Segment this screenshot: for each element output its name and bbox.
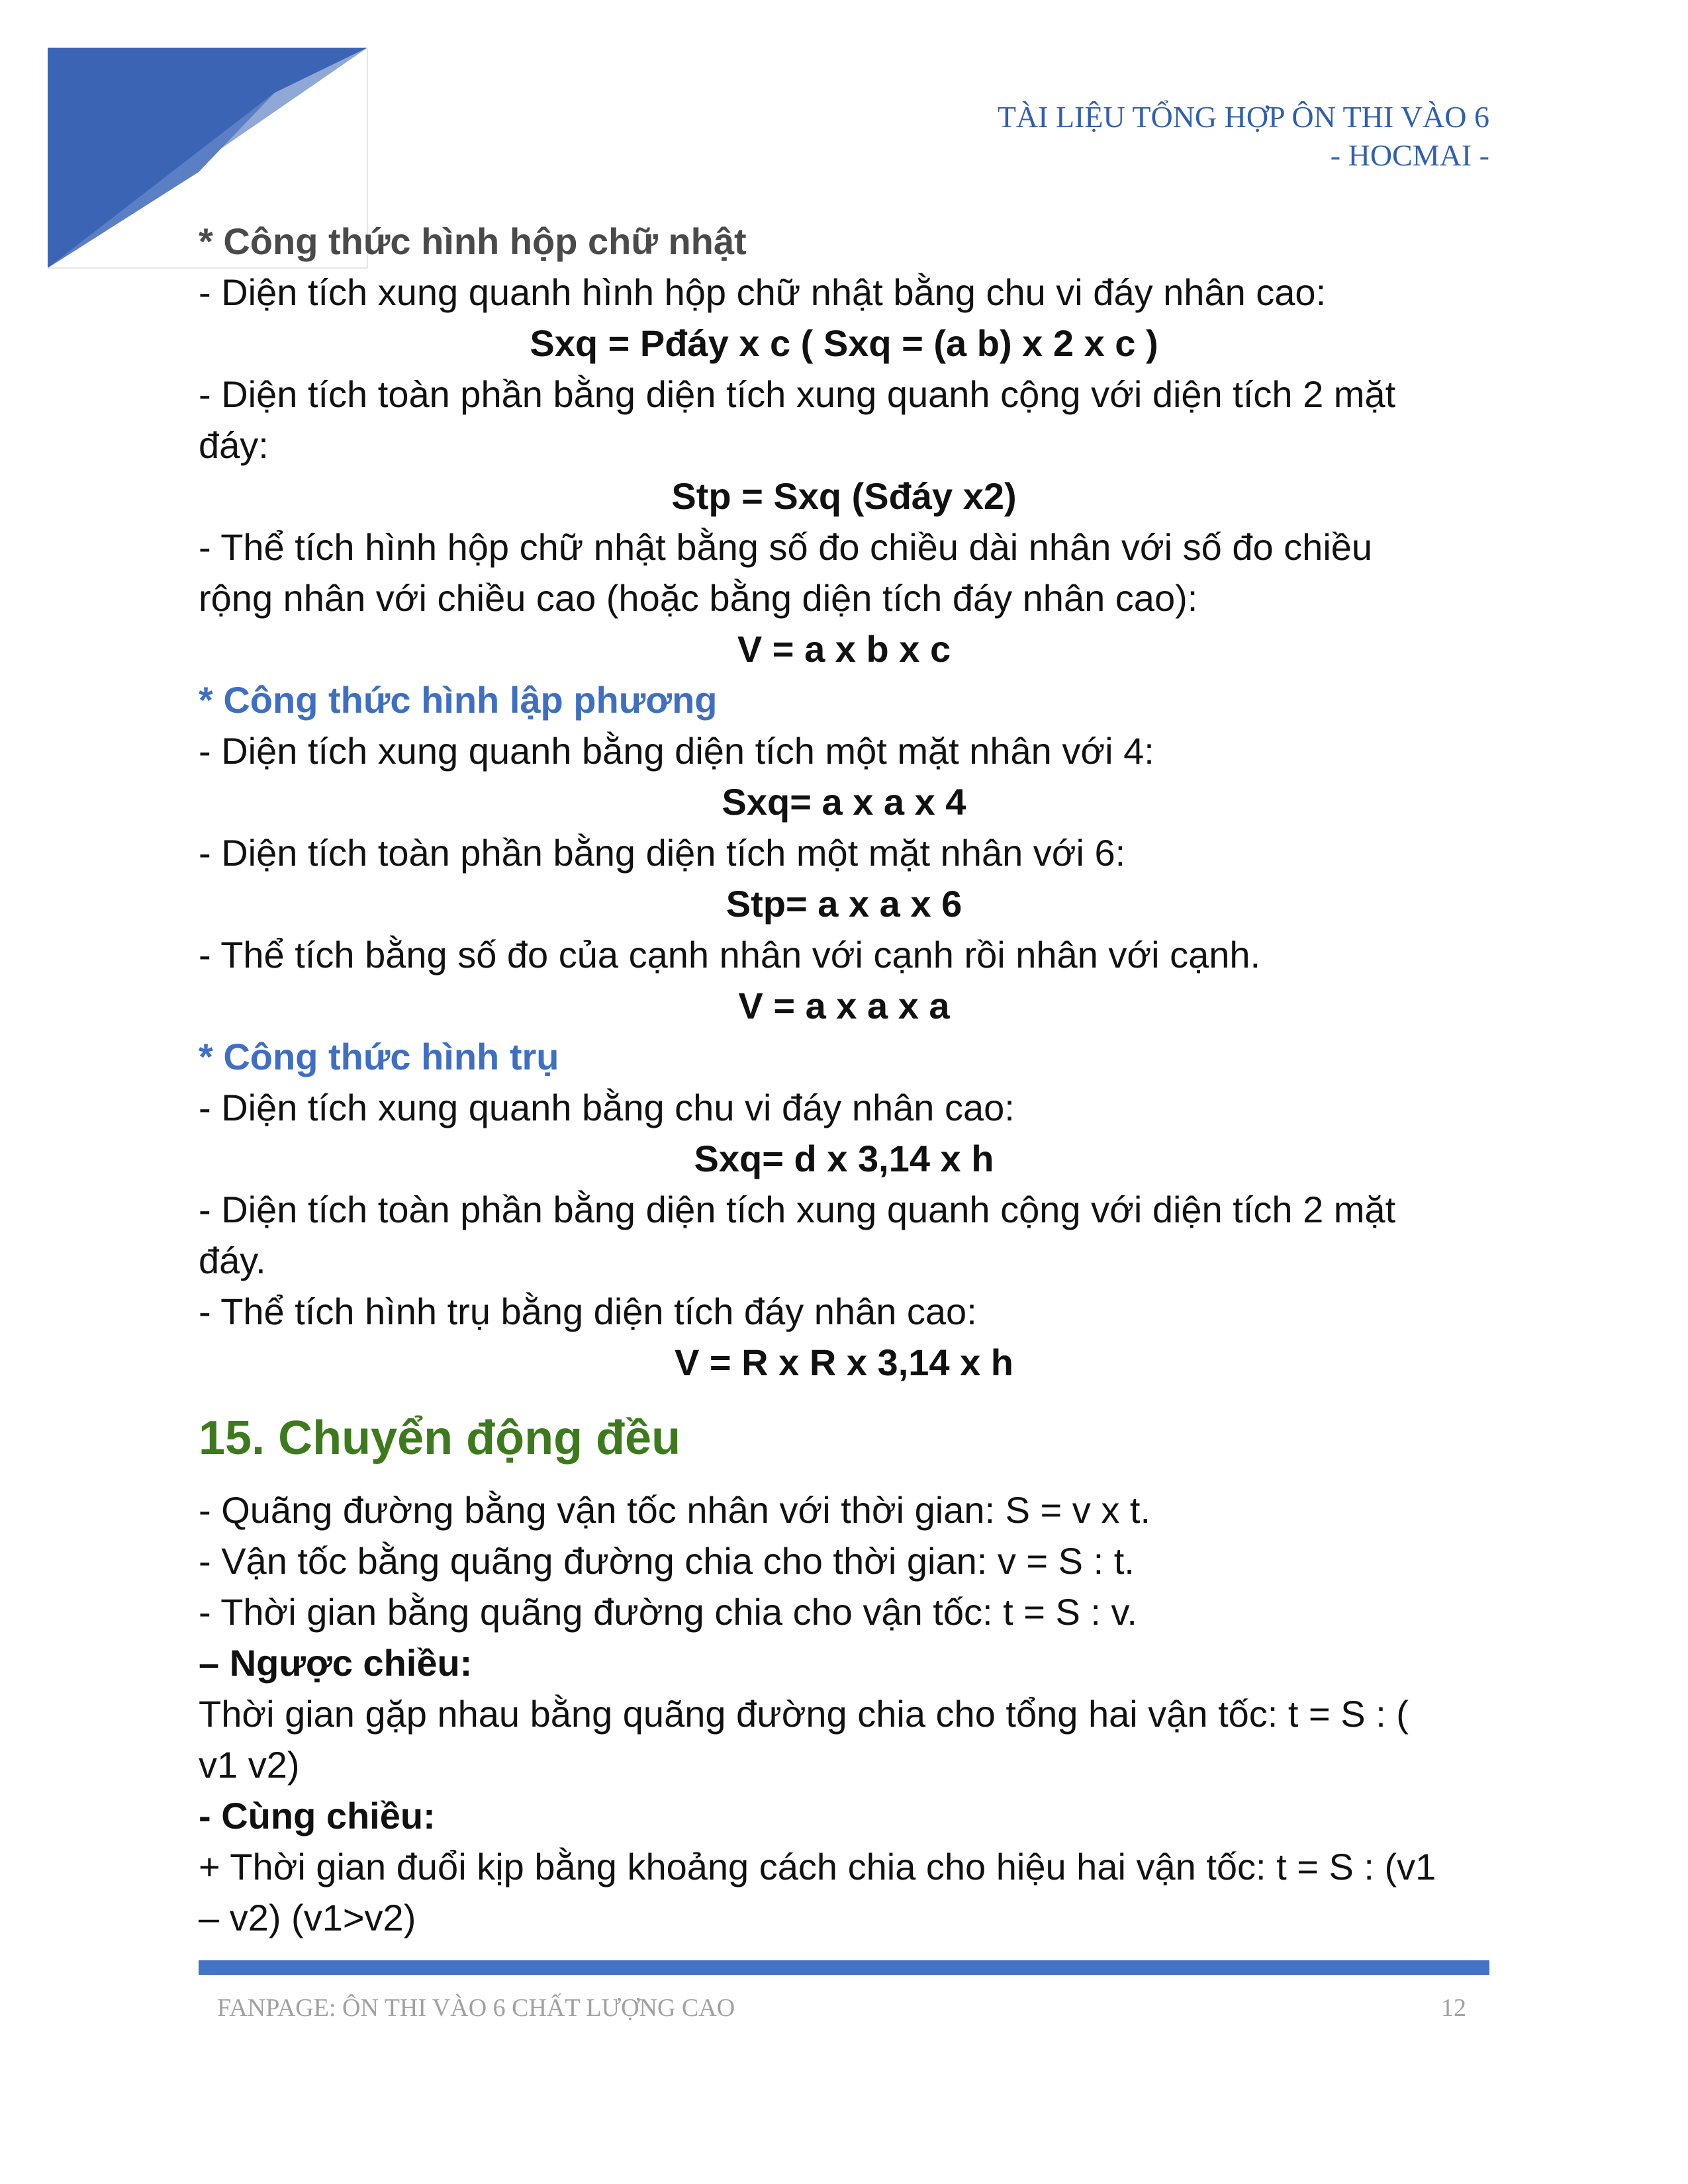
text-line: đáy.	[199, 1240, 266, 1281]
text-line: v1 v2)	[199, 1744, 300, 1786]
header-subtitle: - HOCMAI -	[1330, 138, 1489, 172]
text-line: – v2) (v1>v2)	[199, 1897, 416, 1938]
subheading-same-direction: - Cùng chiều:	[199, 1795, 436, 1837]
text-line: rộng nhân với chiều cao (hoặc bằng diện tích đáy nhân cao):	[199, 577, 1198, 619]
formula: Stp = Sxq (Sđáy x2)	[671, 475, 1017, 517]
text-line: - Thể tích bằng số đo của cạnh nhân với cạnh rồi nhân với cạnh.	[199, 934, 1261, 976]
text-line: - Diện tích xung quanh hình hộp chữ nhật bằng chu vi đáy nhân cao:	[199, 271, 1327, 313]
text-line: - Quãng đường bằng vận tốc nhân với thời gian: S = v x t.	[199, 1489, 1151, 1531]
formula: Stp= a x a x 6	[726, 883, 962, 925]
text-line: - Diện tích xung quanh bằng diện tích một mặt nhân với 4:	[199, 730, 1154, 772]
subheading-opposite: – Ngược chiều:	[199, 1642, 473, 1684]
text-line: - Diện tích xung quanh bằng chu vi đáy nhân cao:	[199, 1087, 1015, 1128]
text-line: - Diện tích toàn phần bằng diện tích xung quanh cộng với diện tích 2 mặt	[199, 1189, 1396, 1230]
footer-fanpage: FANPAGE: ÔN THI VÀO 6 CHẤT LƯỢNG CAO	[217, 1994, 735, 2022]
section-heading: 15. Chuyển động đều	[199, 1412, 681, 1465]
text-line: Thời gian gặp nhau bằng quãng đường chia cho tổng hai vận tốc: t = S : (	[199, 1693, 1409, 1735]
formula: Sxq= a x a x 4	[722, 781, 966, 823]
formula: V = R x R x 3,14 x h	[674, 1342, 1014, 1383]
subheading-rectangular-box: * Công thức hình hộp chữ nhật	[199, 220, 747, 262]
text-line: - Thể tích hình hộp chữ nhật bằng số đo chiều dài nhân với số đo chiều	[199, 526, 1373, 568]
formula: Sxq= d x 3,14 x h	[694, 1138, 994, 1179]
text-line: - Diện tích toàn phần bằng diện tích một mặt nhân với 6:	[199, 832, 1126, 874]
text-line: - Vận tốc bằng quãng đường chia cho thời gian: v = S : t.	[199, 1540, 1135, 1582]
subheading-cylinder: * Công thức hình trụ	[199, 1036, 559, 1077]
formula: V = a x a x a	[738, 985, 950, 1026]
text-line: + Thời gian đuổi kịp bằng khoảng cách chia cho hiệu hai vận tốc: t = S : (v1	[199, 1846, 1436, 1888]
text-line: - Thời gian bằng quãng đường chia cho vận tốc: t = S : v.	[199, 1591, 1137, 1633]
footer-bar	[199, 1960, 1489, 1975]
text-line: - Diện tích toàn phần bằng diện tích xung quanh cộng với diện tích 2 mặt	[199, 373, 1396, 415]
subheading-cube: * Công thức hình lập phương	[199, 679, 718, 721]
text-line: đáy:	[199, 424, 269, 466]
formula: Sxq = Pđáy x c ( Sxq = (a b) x 2 x c )	[530, 322, 1158, 364]
header-title: TÀI LIỆU TỔNG HỢP ÔN THI VÀO 6	[997, 100, 1489, 134]
page-number: 12	[1441, 1994, 1466, 2022]
formula: V = a x b x c	[737, 628, 951, 670]
text-line: - Thể tích hình trụ bằng diện tích đáy nhân cao:	[199, 1291, 977, 1332]
